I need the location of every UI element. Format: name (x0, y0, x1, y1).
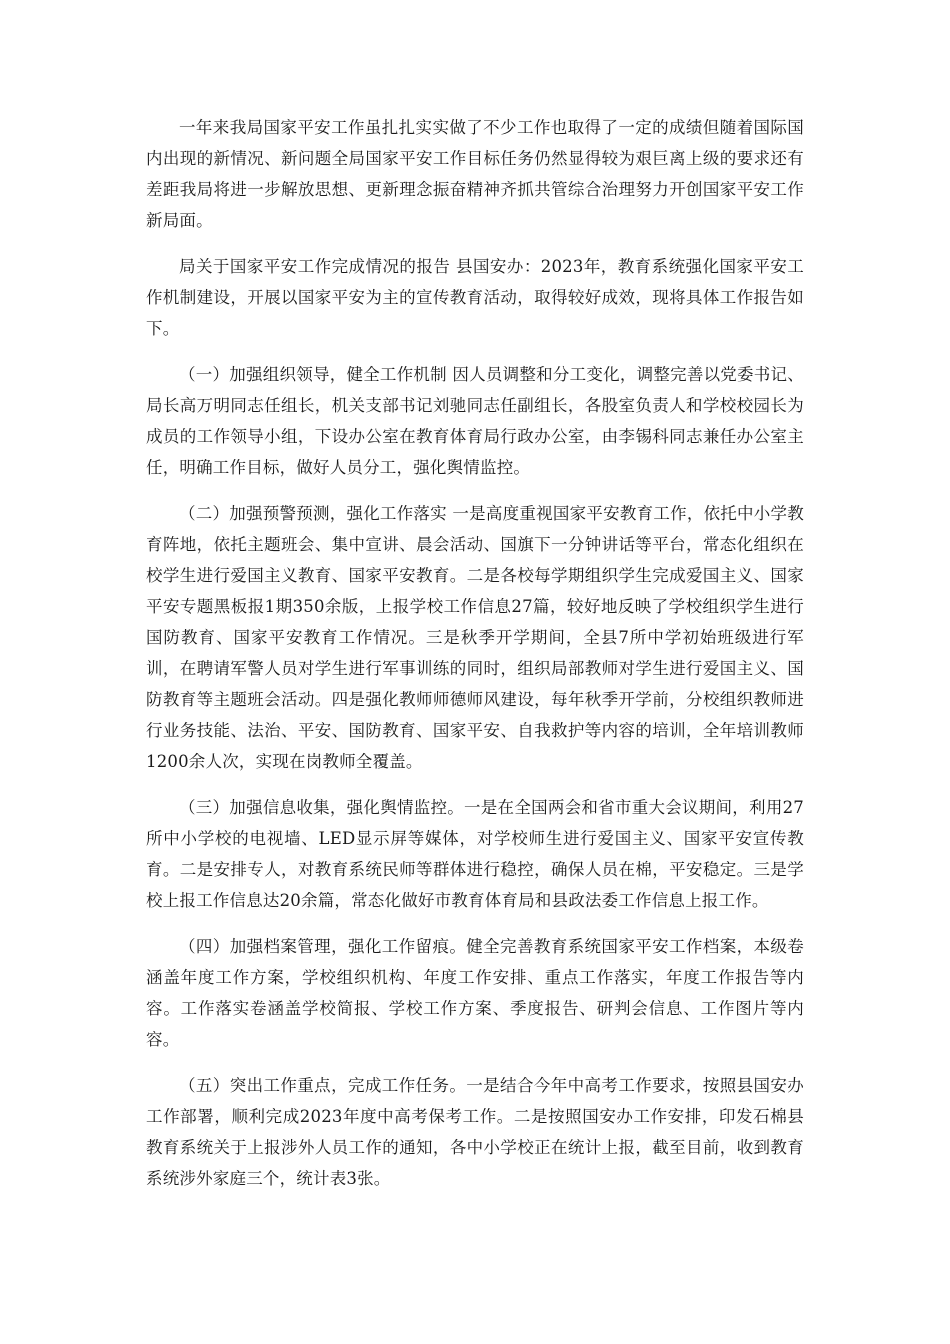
paragraph-section-3: （三）加强信息收集，强化舆情监控。一是在全国两会和省市重大会议期间，利用27所中小学校的电视墙、LED显示屏等媒体，对学校师生进行爱国主义、国家平安宣传教育。二是安排专人，对教育系统民师等群体进行稳控，确保人员在棉，平安稳定。三是学校上报工作信息达20余篇，常态化做好市教育体育局和县政法委工作信息上报工作。 (146, 798, 804, 910)
paragraph-report-intro: 局关于国家平安工作完成情况的报告 县国安办：2023年，教育系统强化国家平安工作机制建设，开展以国家平安为主的宣传教育活动，取得较好成效，现将具体工作报告如下。 (146, 257, 804, 338)
paragraph-summary: 一年来我局国家平安工作虽扎扎实实做了不少工作也取得了一定的成绩但随着国际国内出现的新情况、新问题全局国家平安工作目标任务仍然显得较为艰巨离上级的要求还有差距我局将进一步解放思想、更新理念振奋精神齐抓共管综合治理努力开创国家平安工作新局面。 (146, 118, 804, 230)
document-body (146, 112, 804, 1209)
paragraph-section-4: （四）加强档案管理，强化工作留痕。健全完善教育系统国家平安工作档案，本级卷涵盖年度工作方案，学校组织机构、年度工作安排、重点工作落实，年度工作报告等内容。工作落实卷涵盖学校简报、学校工作方案、季度报告、研判会信息、工作图片等内容。 (146, 937, 804, 1049)
paragraph-section-5: （五）突出工作重点，完成工作任务。一是结合今年中高考工作要求，按照县国安办工作部署，顺利完成2023年度中高考保考工作。二是按照国安办工作安排，印发石棉县教育系统关于上报涉外人员工作的通知，各中小学校正在统计上报，截至目前，收到教育系统涉外家庭三个，统计表3张。 (146, 1076, 804, 1188)
paragraph-section-2: （二）加强预警预测，强化工作落实 一是高度重视国家平安教育工作，依托中小学教育阵地，依托主题班会、集中宣讲、晨会活动、国旗下一分钟讲话等平台，常态化组织在校学生进行爱国主义教育、国家平安教育。二是各校每学期组织学生完成爱国主义、国家平安专题黑板报1期350余版，上报学校工作信息27篇，较好地反映了学校组织学生进行国防教育、国家平安教育工作情况。三是秋季开学期间，全县7所中学初始班级进行军训，在聘请军警人员对学生进行军事训练的同时，组织局部教师对学生进行爱国主义、国防教育等主题班会活动。四是强化教师师德师风建设，每年秋季开学前，分校组织教师进行业务技能、法治、平安、国防教育、国家平安、自我救护等内容的培训，全年培训教师1200余人次，实现在岗教师全覆盖。 (146, 504, 804, 771)
paragraph-section-1: （一）加强组织领导，健全工作机制 因人员调整和分工变化，调整完善以党委书记、局长高万明同志任组长，机关支部书记刘驰同志任副组长，各股室负责人和学校校园长为成员的工作领导小组，下设办公室在教育体育局行政办公室，由李锡科同志兼任办公室主任，明确工作目标，做好人员分工，强化舆情监控。 (146, 365, 804, 477)
